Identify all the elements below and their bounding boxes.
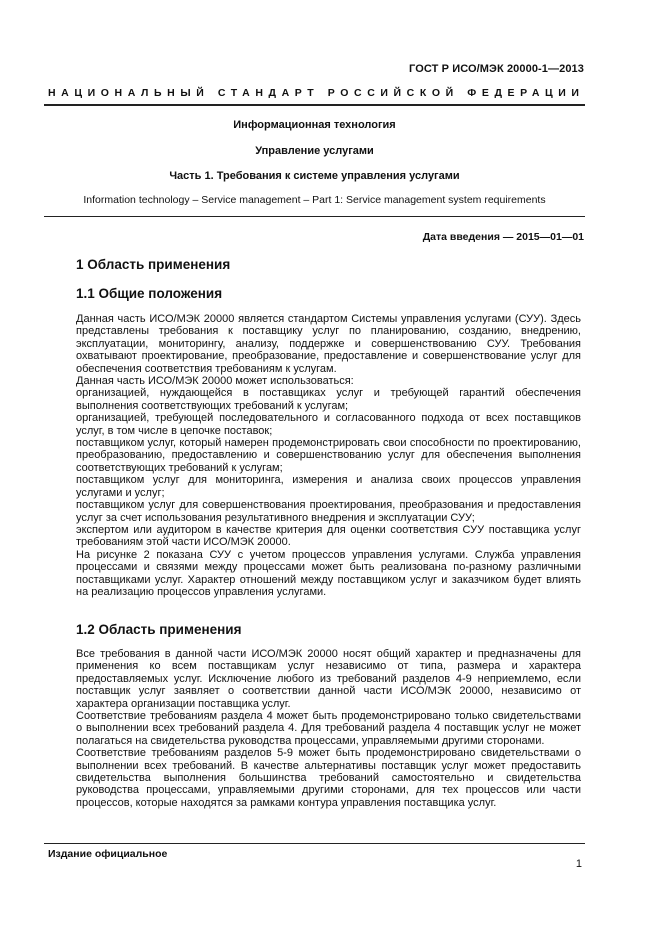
- paragraph: На рисунке 2 показана СУУ с учетом процессов управления услугами. Служба управления процессами и связями между процессами может быть реализована по-разному различными поставщиками услуг. Характер отношений между поставщиком услуг и заказчиком будет влиять на реализацию процессов управления услугами.: [76, 548, 581, 598]
- title-line-1: Информационная технология: [233, 119, 396, 131]
- page-number: 1: [575, 858, 582, 870]
- section-1-2-heading: 1.2 Область применения: [76, 622, 242, 637]
- footer-rule: [44, 843, 585, 844]
- paragraph: экспертом или аудитором в качестве критерия для оценки соответствия СУУ поставщика услуг требованиям этой части ИСО/МЭК 20000.: [76, 523, 581, 549]
- title-rule: [44, 216, 585, 217]
- paragraph: Все требования в данной части ИСО/МЭК 20000 носят общий характер и предназначены для применения ко всем поставщикам услуг независимо от типа, размера и характера предоставляемых услуг. Исключение любого из требований разделов 4-9 неприемлемо, если поставщик услуг заявляет о соответствии данной части ИСО/МЭК 20000, независимо от характера организации поставщика услуг.: [76, 648, 581, 710]
- title-line-3: Часть 1. Требования к системе управления услугами: [169, 170, 460, 182]
- paragraph: Соответствие требованиям разделов 5-9 может быть продемонстрировано свидетельствами о выполнении всех требований. В качестве альтернативы поставщик услуг может предоставить свидетельства выполнения большинства требований самостоятельно и свидетельства руководства процессами, управляемыми другими сторонами, для тех процессов или части процессов, которые находятся за рамками контура управления поставщика услуг.: [76, 747, 581, 809]
- national-standard-title: НАЦИОНАЛЬНЫЙ СТАНДАРТ РОССИЙСКОЙ ФЕДЕРАЦИИ: [48, 87, 585, 99]
- introduction-date: Дата введения — 2015—01—01: [422, 231, 584, 243]
- english-title: Information technology – Service management – Part 1: Service management system requirements: [83, 194, 546, 206]
- paragraph: поставщиком услуг, который намерен продемонстрировать свои способности по проектированию, преобразованию, предоставлению и совершенствованию услуг для обеспечения выполнения соответствующих требований к услугам;: [76, 437, 581, 474]
- section-1-2-body: [76, 648, 581, 809]
- paragraph: организацией, нуждающейся в поставщиках услуг и требующей гарантий обеспечения выполнения соответствующих требований к услугам;: [76, 387, 581, 412]
- title-line-2: Управление услугами: [255, 145, 374, 157]
- paragraph: Данная часть ИСО/МЭК 20000 может использоваться:: [76, 375, 354, 388]
- paragraph: поставщиком услуг для мониторинга, измерения и анализа своих процессов управления услугами и услуг;: [76, 474, 581, 499]
- header-rule: [44, 104, 585, 106]
- official-edition-label: Издание официальное: [48, 848, 168, 860]
- paragraph: Соответствие требованиям раздела 4 может быть продемонстрировано только свидетельствами о выполнении всех требований раздела 4. Для требований раздела 4 поставщик услуг не может полагаться на свидетельства руководства процессами, управляемыми другими сторонами.: [76, 710, 581, 747]
- paragraph: организацией, требующей последовательного и согласованного подхода от всех поставщиков услуг, в том числе в цепочке поставок;: [76, 412, 581, 437]
- document-code: ГОСТ Р ИСО/МЭК 20000-1—2013: [409, 63, 584, 75]
- section-1-heading: 1 Область применения: [76, 257, 231, 272]
- paragraph: поставщиком услуг для совершенствования проектирования, преобразования и предоставления услуг за счет использования результативного внедрения и эксплуатации СУУ;: [76, 499, 581, 524]
- section-1-1-body: [76, 313, 581, 598]
- paragraph: Данная часть ИСО/МЭК 20000 является стандартом Системы управления услугами (СУУ). Здесь представлены требования к поставщику услуг по планированию, созданию, внедрению, эксплуатации, мониторингу, анализу, поддержке и совершенствованию СУУ. Требования охватывают проектирование, преобразование, предоставление и совершенствование услуг для обеспечения соответствия требованиям к услугам.: [76, 313, 581, 375]
- section-1-1-heading: 1.1 Общие положения: [76, 286, 223, 301]
